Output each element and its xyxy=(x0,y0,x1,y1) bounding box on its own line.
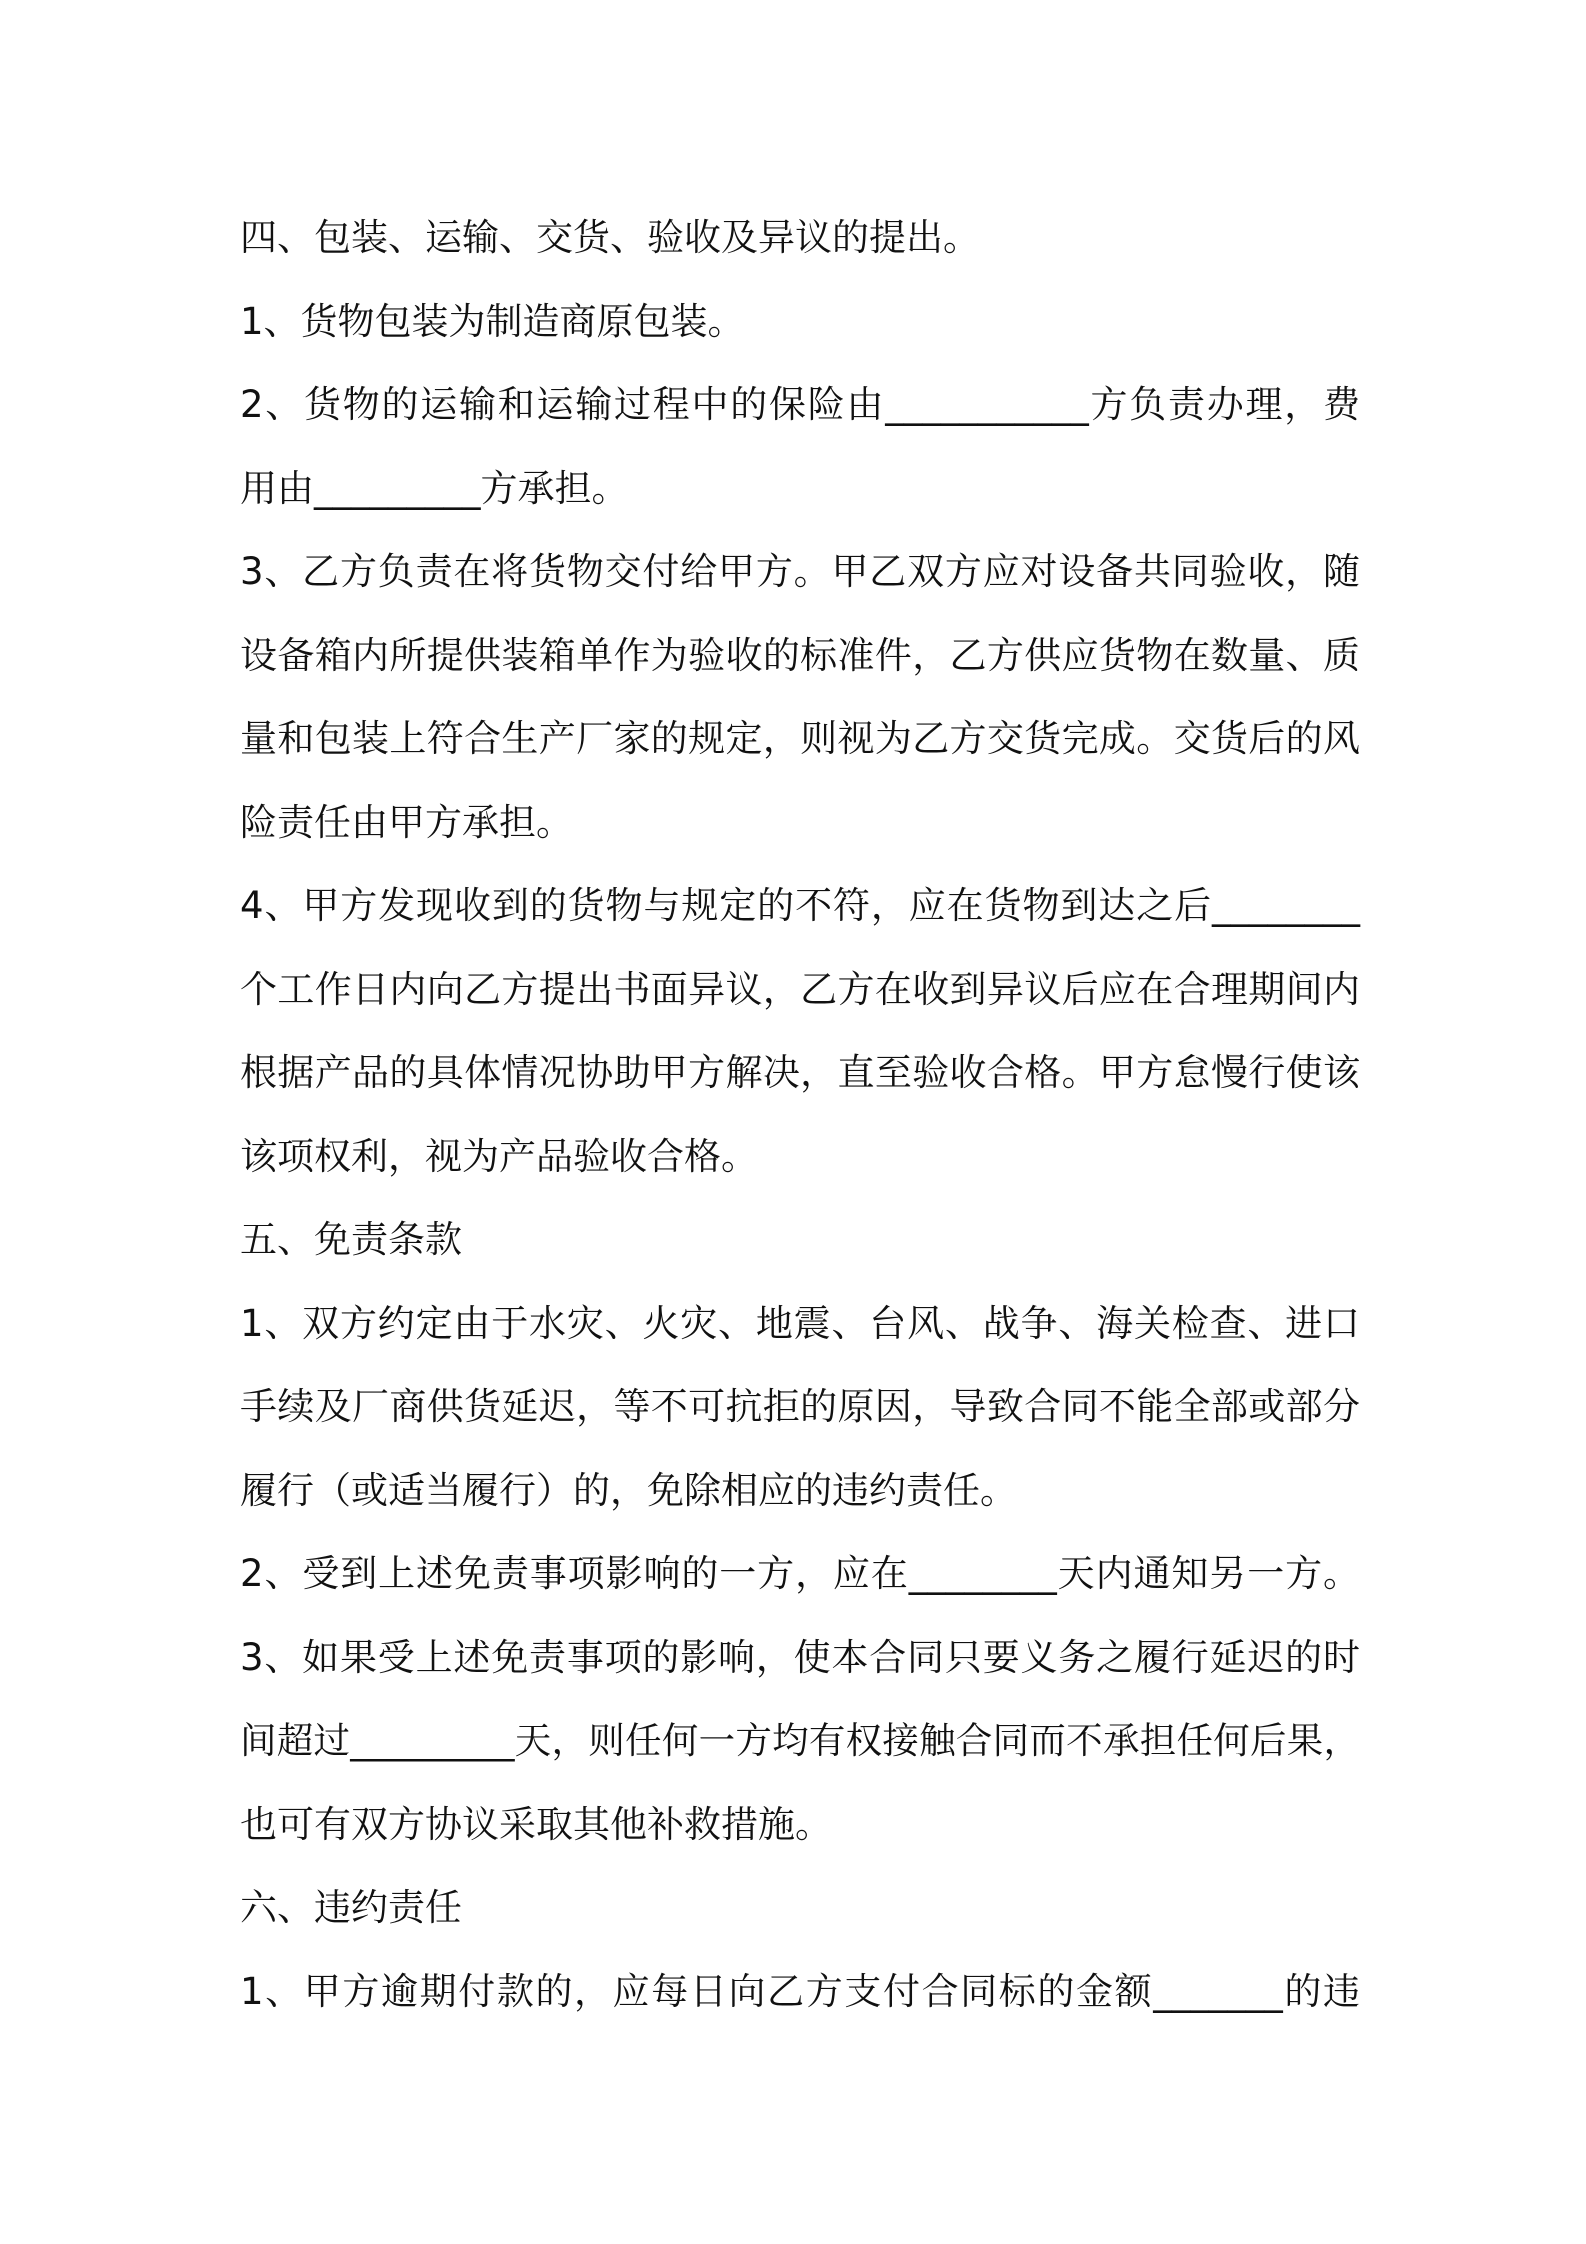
clause-line: 该项权利，视为产品验收合格。 xyxy=(240,1134,758,1178)
clause-line: 手续及厂商供货延迟，等不可抗拒的原因，导致合同不能全部或部分 xyxy=(240,1385,1360,1428)
clause-line: 间超过_________天，则任何一方均有权接触合同而不承担任何后果， xyxy=(240,1719,1360,1762)
clause-line: 个工作日内向乙方提出书面异议，乙方在收到异议后应在合理期间内 xyxy=(240,967,1360,1011)
clause-line: 用由_________方承担。 xyxy=(240,466,629,510)
section-heading-6: 六、违约责任 xyxy=(240,1886,462,1929)
clause-line: 险责任由甲方承担。 xyxy=(240,800,573,844)
clause-line: 1、甲方逾期付款的，应每日向乙方支付合同标的金额_______的违 xyxy=(240,1969,1360,2013)
document-body xyxy=(240,196,1360,2033)
clause-line: 量和包装上符合生产厂家的规定，则视为乙方交货完成。交货后的风 xyxy=(240,717,1360,760)
clause-line: 1、双方约定由于水灾、火灾、地震、台风、战争、海关检查、进口 xyxy=(240,1301,1360,1345)
clause-line: 根据产品的具体情况协助甲方解决，直至验收合格。甲方怠慢行使该 xyxy=(240,1051,1360,1094)
clause-line: 2、货物的运输和运输过程中的保险由___________方负责办理，费 xyxy=(240,383,1360,426)
clause-line: 设备箱内所提供装箱单作为验收的标准件，乙方供应货物在数量、质 xyxy=(240,633,1360,677)
clause-line: 1、货物包装为制造商原包装。 xyxy=(240,299,745,343)
clause-line: 2、受到上述免责事项影响的一方，应在________天内通知另一方。 xyxy=(240,1552,1360,1595)
clause-line: 履行（或适当履行）的，免除相应的违约责任。 xyxy=(240,1468,1017,1512)
clause-line: 4、甲方发现收到的货物与规定的不符，应在货物到达之后________ xyxy=(240,884,1360,927)
section-heading-4: 四、包装、运输、交货、验收及异议的提出。 xyxy=(240,216,980,259)
clause-line: 3、乙方负责在将货物交付给甲方。甲乙双方应对设备共同验收，随 xyxy=(240,550,1360,593)
clause-line: 3、如果受上述免责事项的影响，使本合同只要义务之履行延迟的时 xyxy=(240,1635,1360,1679)
clause-line: 也可有双方协议采取其他补救措施。 xyxy=(240,1802,832,1846)
section-heading-5: 五、免责条款 xyxy=(240,1218,462,1261)
